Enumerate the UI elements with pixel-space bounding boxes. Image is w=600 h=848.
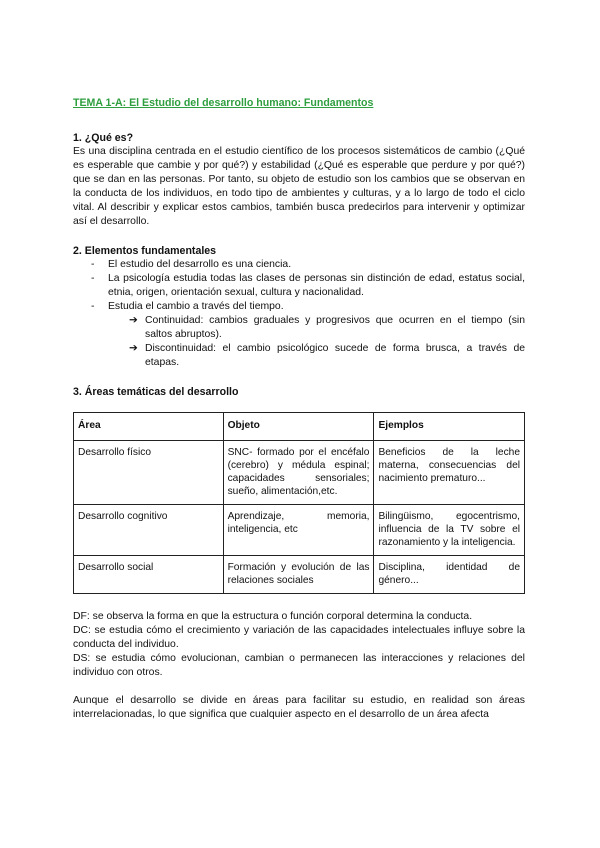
- dash-bullet: -: [91, 259, 95, 270]
- list-item-text: Estudia el cambio a través del tiempo.: [108, 301, 284, 312]
- header-ejemplos: Ejemplos: [374, 413, 525, 441]
- table-cell: Disciplina, identidad de género...: [374, 556, 525, 594]
- list-item: [73, 342, 525, 370]
- list-item-text: El estudio del desarrollo es una ciencia.: [108, 259, 292, 270]
- table-row: [74, 441, 525, 505]
- section-1-body: Es una disciplina centrada en el estudio científico de los procesos sistemáticos de cambio (¿Qué es esperable que cambie y por qué?) y estabilidad (¿Qué es esperable que perdure y por qué?) que se dan en las personas. Por tanto, su objeto de estudio son los cambios que se observan en la conducta de los individuos, en todo tipo de ambientes y culturas, y a lo largo de todo el ciclo vital. Al describir y explicar estos cambios, también busca predecirlos para intervenir y optimizar así el desarrollo.: [73, 146, 525, 227]
- list-item: [73, 272, 525, 300]
- section-what-is: [73, 131, 525, 229]
- table-cell: Beneficios de la leche materna, consecuencias del nacimiento prematuro...: [374, 441, 525, 505]
- list-item-text: Continuidad: cambios graduales y progresivos que ocurren en el tiempo (sin saltos abruptos).: [145, 315, 525, 340]
- change-types-list: [73, 314, 525, 370]
- header-area: Área: [74, 413, 224, 441]
- document-title: TEMA 1-A: El Estudio del desarrollo humano: Fundamentos: [73, 97, 374, 109]
- note-df: DF: se observa la forma en que la estructura o función corporal determina la conducta.: [73, 611, 473, 622]
- section-2-heading: 2. Elementos fundamentales: [73, 245, 217, 257]
- fundamentals-list: [73, 258, 525, 314]
- note-dc: DC: se estudia cómo el crecimiento y variación de las capacidades intelectuales influye sobre la conducta del individuo.: [73, 625, 525, 650]
- header-objeto: Objeto: [223, 413, 374, 441]
- list-item-text: La psicología estudia todas las clases de personas sin distinción de edad, estatus social, etnia, origen, orientación sexual, cultura y nacionalidad.: [108, 273, 525, 298]
- area-notes: [73, 610, 525, 722]
- dash-bullet: -: [91, 301, 95, 312]
- note-ds: DS: se estudia cómo evolucionan, cambian o permanecen las interacciones y relaciones del individuo con otros.: [73, 653, 525, 678]
- areas-table: [73, 412, 525, 594]
- section-1-heading: 1. ¿Qué es?: [73, 132, 134, 144]
- final-paragraph: Aunque el desarrollo se divide en áreas para facilitar su estudio, en realidad son áreas interrelacionadas, lo que significa que cualquier aspecto en el desarrollo de un área afecta: [73, 695, 525, 720]
- arrow-icon: ➔: [129, 315, 138, 326]
- table-cell: SNC- formado por el encéfalo (cerebro) y médula espinal; capacidades sensoriales; sueño, alimentación,etc.: [223, 441, 374, 505]
- section-3-heading: 3. Áreas temáticas del desarrollo: [73, 386, 239, 398]
- list-item: [73, 300, 525, 314]
- table-header-row: [74, 413, 525, 441]
- section-thematic-areas: [73, 385, 525, 594]
- list-item: [73, 314, 525, 342]
- document-page: [73, 96, 525, 722]
- table-cell: Bilingüismo, egocentrismo, influencia de la TV sobre el razonamiento y la inteligencia.: [374, 505, 525, 556]
- section-fundamentals: [73, 244, 525, 370]
- list-item: [73, 258, 525, 272]
- table-row: [74, 556, 525, 594]
- table-cell: Aprendizaje, memoria, inteligencia, etc: [223, 505, 374, 556]
- table-cell: Desarrollo cognitivo: [74, 505, 224, 556]
- dash-bullet: -: [91, 273, 95, 284]
- table-cell: Desarrollo físico: [74, 441, 224, 505]
- table-row: [74, 505, 525, 556]
- table-cell: Formación y evolución de las relaciones sociales: [223, 556, 374, 594]
- arrow-icon: ➔: [129, 343, 138, 354]
- list-item-text: Discontinuidad: el cambio psicológico sucede de forma brusca, a través de etapas.: [145, 343, 525, 368]
- table-cell: Desarrollo social: [74, 556, 224, 594]
